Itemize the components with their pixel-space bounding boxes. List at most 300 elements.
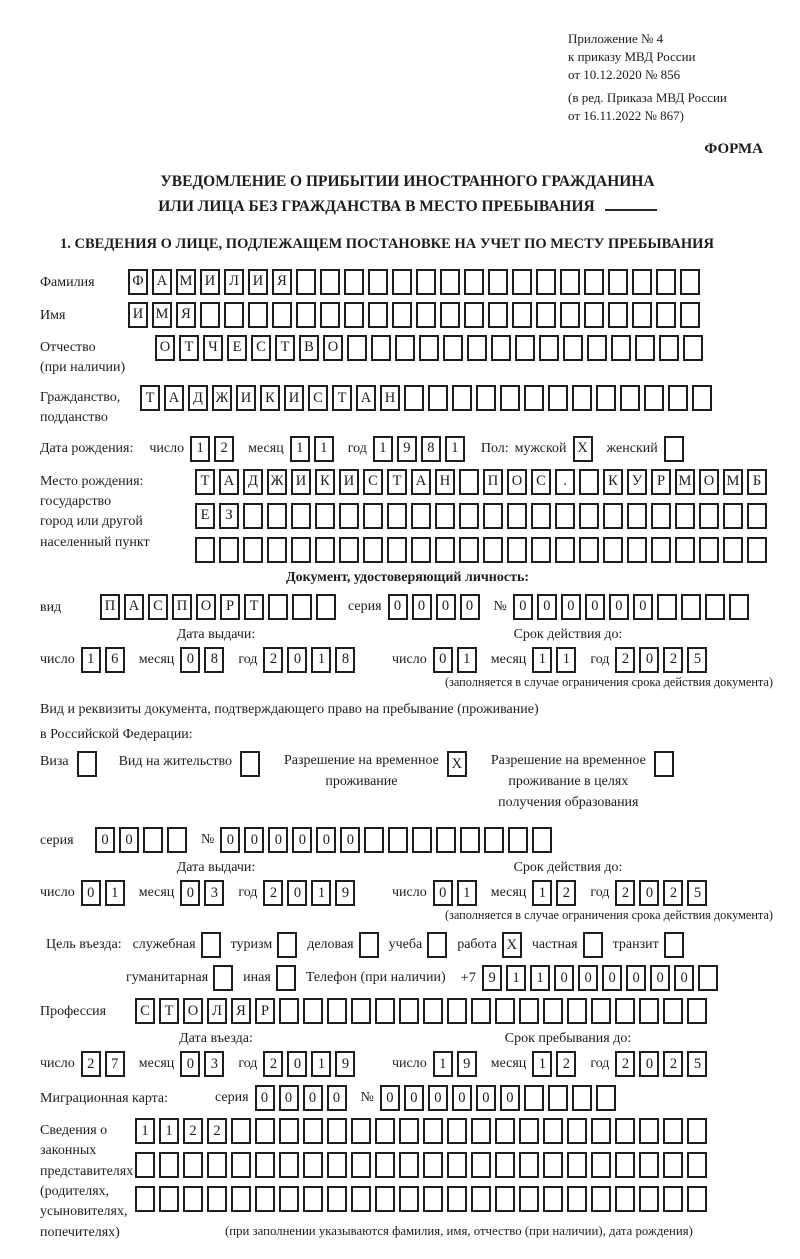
char-box[interactable]: 5 <box>687 647 707 673</box>
char-box[interactable]: И <box>128 302 148 328</box>
char-box[interactable] <box>447 1152 467 1178</box>
char-box[interactable]: 0 <box>609 594 629 620</box>
char-box[interactable] <box>596 1085 616 1111</box>
char-box[interactable]: С <box>251 335 271 361</box>
char-box[interactable] <box>207 1152 227 1178</box>
char-box[interactable] <box>567 998 587 1024</box>
char-box[interactable]: 9 <box>397 436 417 462</box>
char-box[interactable] <box>512 269 532 295</box>
char-box[interactable]: 2 <box>663 880 683 906</box>
purpose-work-checkbox[interactable] <box>502 932 526 958</box>
char-box[interactable] <box>423 1152 443 1178</box>
char-box[interactable] <box>327 1186 347 1212</box>
char-box[interactable] <box>524 1085 544 1111</box>
char-box[interactable]: А <box>152 269 172 295</box>
char-box[interactable] <box>327 1152 347 1178</box>
char-box[interactable]: М <box>176 269 196 295</box>
purpose-humanitarian-checkbox[interactable] <box>213 965 237 991</box>
char-box[interactable] <box>423 1186 443 1212</box>
char-box[interactable] <box>231 1118 251 1144</box>
sex-female-checkbox[interactable] <box>664 436 688 462</box>
char-box[interactable] <box>584 302 604 328</box>
char-box[interactable] <box>467 335 487 361</box>
char-box[interactable] <box>500 385 520 411</box>
char-box[interactable] <box>423 998 443 1024</box>
char-box[interactable]: 0 <box>500 1085 520 1111</box>
char-box[interactable]: Л <box>207 998 227 1024</box>
char-box[interactable] <box>596 385 616 411</box>
char-box[interactable] <box>339 537 359 563</box>
char-box[interactable]: 8 <box>204 647 224 673</box>
char-box[interactable]: А <box>356 385 376 411</box>
char-box[interactable]: Д <box>188 385 208 411</box>
residence-permit-checkbox[interactable] <box>240 751 264 777</box>
char-box[interactable] <box>447 998 467 1024</box>
char-box[interactable]: 0 <box>316 827 336 853</box>
char-box[interactable] <box>591 998 611 1024</box>
char-box[interactable] <box>687 998 707 1024</box>
char-box[interactable]: 1 <box>105 880 125 906</box>
char-box[interactable] <box>663 1118 683 1144</box>
char-box[interactable]: М <box>723 469 743 495</box>
char-box[interactable]: 1 <box>81 647 101 673</box>
purpose-other-checkbox[interactable] <box>276 965 300 991</box>
char-box[interactable]: Т <box>195 469 215 495</box>
char-box[interactable] <box>243 503 263 529</box>
char-box[interactable] <box>519 1186 539 1212</box>
purpose-study-checkbox[interactable] <box>427 932 451 958</box>
purpose-transit-checkbox[interactable] <box>664 932 688 958</box>
char-box[interactable] <box>579 537 599 563</box>
char-box[interactable]: 0 <box>303 1085 323 1111</box>
char-box[interactable] <box>200 302 220 328</box>
char-box[interactable] <box>243 537 263 563</box>
char-box[interactable]: 0 <box>244 827 264 853</box>
char-box[interactable] <box>657 594 677 620</box>
char-box[interactable] <box>436 827 456 853</box>
char-box[interactable]: 2 <box>81 1051 101 1077</box>
char-box[interactable]: 0 <box>674 965 694 991</box>
char-box[interactable] <box>143 827 163 853</box>
char-box[interactable] <box>723 503 743 529</box>
char-box[interactable] <box>531 503 551 529</box>
char-box[interactable] <box>591 1118 611 1144</box>
char-box[interactable] <box>651 503 671 529</box>
char-box[interactable]: И <box>291 469 311 495</box>
char-box[interactable]: С <box>363 469 383 495</box>
char-box[interactable]: А <box>124 594 144 620</box>
char-box[interactable] <box>548 385 568 411</box>
char-box[interactable]: Л <box>224 269 244 295</box>
char-box[interactable] <box>315 537 335 563</box>
char-box[interactable] <box>303 1118 323 1144</box>
char-box[interactable] <box>579 503 599 529</box>
char-box[interactable]: 2 <box>663 647 683 673</box>
char-box[interactable] <box>395 335 415 361</box>
char-box[interactable]: 0 <box>95 827 115 853</box>
char-box[interactable] <box>687 1186 707 1212</box>
char-box[interactable]: 0 <box>220 827 240 853</box>
char-box[interactable]: X <box>502 932 522 958</box>
char-box[interactable] <box>277 932 297 958</box>
char-box[interactable]: 0 <box>404 1085 424 1111</box>
char-box[interactable] <box>560 302 580 328</box>
char-box[interactable]: 0 <box>180 1051 200 1077</box>
char-box[interactable]: 0 <box>327 1085 347 1111</box>
char-box[interactable] <box>683 335 703 361</box>
char-box[interactable]: П <box>100 594 120 620</box>
char-box[interactable] <box>279 998 299 1024</box>
visa-checkbox[interactable] <box>77 751 101 777</box>
char-box[interactable]: 0 <box>639 647 659 673</box>
char-box[interactable]: С <box>135 998 155 1024</box>
char-box[interactable] <box>675 537 695 563</box>
char-box[interactable]: 6 <box>105 647 125 673</box>
char-box[interactable] <box>399 998 419 1024</box>
char-box[interactable]: 0 <box>287 880 307 906</box>
char-box[interactable] <box>572 1085 592 1111</box>
char-box[interactable] <box>615 1118 635 1144</box>
char-box[interactable] <box>387 537 407 563</box>
char-box[interactable] <box>255 1152 275 1178</box>
char-box[interactable]: 0 <box>380 1085 400 1111</box>
char-box[interactable] <box>347 335 367 361</box>
char-box[interactable] <box>351 1186 371 1212</box>
char-box[interactable] <box>368 302 388 328</box>
char-box[interactable]: 0 <box>279 1085 299 1111</box>
char-box[interactable] <box>567 1152 587 1178</box>
char-box[interactable] <box>459 469 479 495</box>
purpose-official-checkbox[interactable] <box>201 932 225 958</box>
char-box[interactable] <box>364 827 384 853</box>
char-box[interactable] <box>195 537 215 563</box>
char-box[interactable]: 0 <box>513 594 533 620</box>
char-box[interactable]: И <box>236 385 256 411</box>
char-box[interactable]: О <box>699 469 719 495</box>
char-box[interactable]: 5 <box>687 880 707 906</box>
char-box[interactable] <box>224 302 244 328</box>
char-box[interactable] <box>375 998 395 1024</box>
char-box[interactable]: О <box>183 998 203 1024</box>
char-box[interactable] <box>531 537 551 563</box>
char-box[interactable] <box>292 594 312 620</box>
char-box[interactable] <box>276 965 296 991</box>
char-box[interactable] <box>603 537 623 563</box>
char-box[interactable]: 0 <box>81 880 101 906</box>
char-box[interactable] <box>296 302 316 328</box>
char-box[interactable] <box>699 537 719 563</box>
char-box[interactable] <box>555 537 575 563</box>
char-box[interactable]: Т <box>159 998 179 1024</box>
char-box[interactable] <box>488 302 508 328</box>
char-box[interactable]: М <box>152 302 172 328</box>
char-box[interactable] <box>723 537 743 563</box>
char-box[interactable] <box>656 269 676 295</box>
char-box[interactable]: 8 <box>335 647 355 673</box>
char-box[interactable]: С <box>148 594 168 620</box>
char-box[interactable] <box>539 335 559 361</box>
char-box[interactable] <box>692 385 712 411</box>
char-box[interactable]: О <box>507 469 527 495</box>
char-box[interactable]: Б <box>747 469 767 495</box>
char-box[interactable] <box>508 827 528 853</box>
char-box[interactable]: О <box>155 335 175 361</box>
char-box[interactable]: 1 <box>457 647 477 673</box>
char-box[interactable] <box>583 932 603 958</box>
char-box[interactable] <box>327 998 347 1024</box>
char-box[interactable]: 1 <box>373 436 393 462</box>
char-box[interactable] <box>488 269 508 295</box>
char-box[interactable] <box>519 998 539 1024</box>
char-box[interactable]: 0 <box>585 594 605 620</box>
char-box[interactable]: 1 <box>159 1118 179 1144</box>
char-box[interactable] <box>207 1186 227 1212</box>
char-box[interactable] <box>387 503 407 529</box>
char-box[interactable] <box>615 1186 635 1212</box>
char-box[interactable] <box>515 335 535 361</box>
char-box[interactable] <box>627 503 647 529</box>
char-box[interactable]: 1 <box>311 647 331 673</box>
char-box[interactable] <box>428 385 448 411</box>
char-box[interactable]: 0 <box>340 827 360 853</box>
char-box[interactable]: 0 <box>554 965 574 991</box>
char-box[interactable] <box>272 302 292 328</box>
temp-permit-checkbox[interactable] <box>447 751 471 777</box>
char-box[interactable]: Р <box>255 998 275 1024</box>
char-box[interactable]: 0 <box>602 965 622 991</box>
char-box[interactable]: 3 <box>204 1051 224 1077</box>
char-box[interactable]: 9 <box>335 880 355 906</box>
char-box[interactable]: 0 <box>119 827 139 853</box>
char-box[interactable]: Н <box>435 469 455 495</box>
char-box[interactable]: С <box>308 385 328 411</box>
char-box[interactable] <box>587 335 607 361</box>
char-box[interactable] <box>484 827 504 853</box>
char-box[interactable] <box>591 1186 611 1212</box>
sex-male-checkbox[interactable] <box>573 436 597 462</box>
char-box[interactable]: 0 <box>180 647 200 673</box>
char-box[interactable] <box>507 537 527 563</box>
char-box[interactable] <box>279 1152 299 1178</box>
char-box[interactable] <box>411 537 431 563</box>
char-box[interactable] <box>279 1118 299 1144</box>
char-box[interactable]: 0 <box>452 1085 472 1111</box>
char-box[interactable]: И <box>284 385 304 411</box>
char-box[interactable] <box>231 1186 251 1212</box>
char-box[interactable] <box>632 302 652 328</box>
char-box[interactable]: 2 <box>214 436 234 462</box>
char-box[interactable] <box>363 537 383 563</box>
char-box[interactable] <box>159 1152 179 1178</box>
char-box[interactable] <box>320 269 340 295</box>
char-box[interactable]: 2 <box>615 647 635 673</box>
char-box[interactable] <box>567 1118 587 1144</box>
purpose-private-checkbox[interactable] <box>583 932 607 958</box>
char-box[interactable]: 2 <box>263 647 283 673</box>
char-box[interactable] <box>639 1152 659 1178</box>
char-box[interactable] <box>548 1085 568 1111</box>
char-box[interactable] <box>656 302 676 328</box>
char-box[interactable] <box>231 1152 251 1178</box>
char-box[interactable]: 2 <box>556 1051 576 1077</box>
char-box[interactable] <box>560 269 580 295</box>
char-box[interactable]: 0 <box>268 827 288 853</box>
char-box[interactable]: Ж <box>267 469 287 495</box>
char-box[interactable] <box>213 965 233 991</box>
char-box[interactable]: Ф <box>128 269 148 295</box>
char-box[interactable] <box>388 827 408 853</box>
char-box[interactable] <box>491 335 511 361</box>
char-box[interactable] <box>363 503 383 529</box>
char-box[interactable] <box>201 932 221 958</box>
char-box[interactable] <box>603 503 623 529</box>
char-box[interactable] <box>664 436 684 462</box>
char-box[interactable]: 0 <box>561 594 581 620</box>
char-box[interactable] <box>443 335 463 361</box>
char-box[interactable] <box>680 269 700 295</box>
char-box[interactable] <box>351 1118 371 1144</box>
char-box[interactable] <box>459 537 479 563</box>
char-box[interactable]: 2 <box>615 1051 635 1077</box>
char-box[interactable]: 2 <box>183 1118 203 1144</box>
char-box[interactable] <box>399 1186 419 1212</box>
char-box[interactable]: 1 <box>532 880 552 906</box>
char-box[interactable] <box>327 1118 347 1144</box>
char-box[interactable]: 5 <box>687 1051 707 1077</box>
char-box[interactable]: 0 <box>650 965 670 991</box>
char-box[interactable]: 0 <box>433 880 453 906</box>
char-box[interactable]: 1 <box>457 880 477 906</box>
char-box[interactable]: 2 <box>263 880 283 906</box>
char-box[interactable]: 0 <box>626 965 646 991</box>
char-box[interactable] <box>495 998 515 1024</box>
char-box[interactable] <box>747 503 767 529</box>
char-box[interactable]: А <box>411 469 431 495</box>
char-box[interactable]: Т <box>140 385 160 411</box>
char-box[interactable]: 1 <box>311 880 331 906</box>
char-box[interactable]: 2 <box>663 1051 683 1077</box>
char-box[interactable]: 2 <box>615 880 635 906</box>
char-box[interactable] <box>392 269 412 295</box>
char-box[interactable] <box>447 1118 467 1144</box>
char-box[interactable] <box>654 751 674 777</box>
char-box[interactable]: Т <box>179 335 199 361</box>
char-box[interactable]: 1 <box>530 965 550 991</box>
char-box[interactable] <box>651 537 671 563</box>
char-box[interactable] <box>471 1186 491 1212</box>
char-box[interactable] <box>316 594 336 620</box>
char-box[interactable] <box>135 1186 155 1212</box>
char-box[interactable]: К <box>603 469 623 495</box>
char-box[interactable] <box>471 1118 491 1144</box>
char-box[interactable]: К <box>315 469 335 495</box>
char-box[interactable] <box>519 1152 539 1178</box>
char-box[interactable] <box>435 537 455 563</box>
char-box[interactable]: 0 <box>639 880 659 906</box>
char-box[interactable]: И <box>200 269 220 295</box>
char-box[interactable] <box>681 594 701 620</box>
char-box[interactable] <box>303 1186 323 1212</box>
char-box[interactable] <box>495 1186 515 1212</box>
char-box[interactable]: И <box>248 269 268 295</box>
char-box[interactable]: 3 <box>204 880 224 906</box>
char-box[interactable] <box>77 751 97 777</box>
char-box[interactable] <box>359 932 379 958</box>
char-box[interactable] <box>627 537 647 563</box>
char-box[interactable] <box>315 503 335 529</box>
char-box[interactable]: 0 <box>287 1051 307 1077</box>
char-box[interactable]: Р <box>220 594 240 620</box>
char-box[interactable]: 1 <box>532 647 552 673</box>
char-box[interactable] <box>543 1152 563 1178</box>
char-box[interactable] <box>507 503 527 529</box>
char-box[interactable]: Н <box>380 385 400 411</box>
char-box[interactable] <box>471 998 491 1024</box>
char-box[interactable] <box>219 537 239 563</box>
char-box[interactable] <box>608 302 628 328</box>
char-box[interactable] <box>639 1118 659 1144</box>
char-box[interactable]: 0 <box>578 965 598 991</box>
char-box[interactable] <box>543 1118 563 1144</box>
char-box[interactable] <box>392 302 412 328</box>
char-box[interactable] <box>471 1152 491 1178</box>
char-box[interactable]: 0 <box>180 880 200 906</box>
char-box[interactable] <box>464 302 484 328</box>
char-box[interactable] <box>464 269 484 295</box>
char-box[interactable]: К <box>260 385 280 411</box>
char-box[interactable] <box>291 503 311 529</box>
char-box[interactable]: 1 <box>190 436 210 462</box>
char-box[interactable]: 0 <box>433 647 453 673</box>
char-box[interactable]: 0 <box>428 1085 448 1111</box>
char-box[interactable] <box>663 1186 683 1212</box>
char-box[interactable] <box>279 1186 299 1212</box>
char-box[interactable] <box>543 1186 563 1212</box>
char-box[interactable]: О <box>196 594 216 620</box>
char-box[interactable] <box>135 1152 155 1178</box>
char-box[interactable] <box>620 385 640 411</box>
char-box[interactable] <box>483 503 503 529</box>
char-box[interactable]: 0 <box>633 594 653 620</box>
char-box[interactable] <box>375 1186 395 1212</box>
char-box[interactable]: П <box>483 469 503 495</box>
char-box[interactable] <box>291 537 311 563</box>
char-box[interactable] <box>663 1152 683 1178</box>
char-box[interactable] <box>532 827 552 853</box>
char-box[interactable]: О <box>323 335 343 361</box>
char-box[interactable] <box>611 335 631 361</box>
char-box[interactable]: 0 <box>460 594 480 620</box>
char-box[interactable]: 0 <box>292 827 312 853</box>
char-box[interactable]: 1 <box>433 1051 453 1077</box>
char-box[interactable] <box>495 1152 515 1178</box>
char-box[interactable] <box>705 594 725 620</box>
char-box[interactable]: Я <box>272 269 292 295</box>
char-box[interactable]: . <box>555 469 575 495</box>
char-box[interactable] <box>416 302 436 328</box>
char-box[interactable]: 0 <box>639 1051 659 1077</box>
purpose-business-checkbox[interactable] <box>359 932 383 958</box>
char-box[interactable] <box>663 998 683 1024</box>
char-box[interactable] <box>747 537 767 563</box>
char-box[interactable] <box>495 1118 515 1144</box>
char-box[interactable] <box>543 998 563 1024</box>
char-box[interactable]: 0 <box>412 594 432 620</box>
char-box[interactable]: Т <box>387 469 407 495</box>
char-box[interactable]: У <box>627 469 647 495</box>
char-box[interactable] <box>675 503 695 529</box>
char-box[interactable] <box>427 932 447 958</box>
